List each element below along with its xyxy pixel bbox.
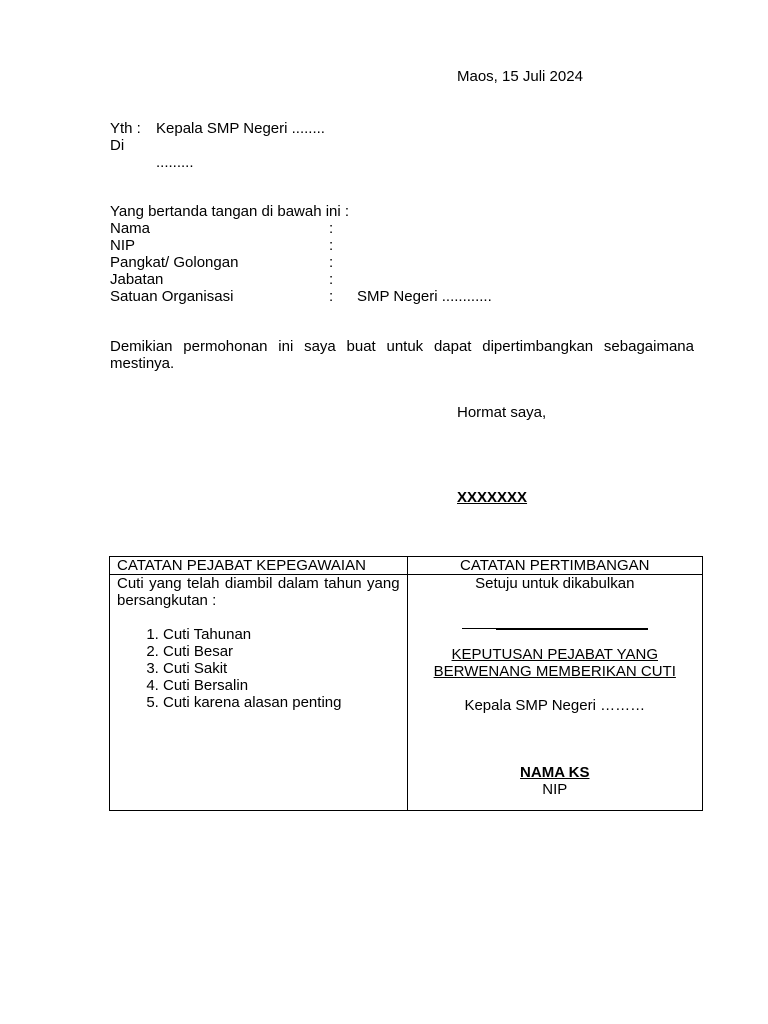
- leave-intro: Cuti yang telah diambil dalam tahun yang bersangkutan :: [117, 575, 400, 609]
- field-row-pangkat: [110, 254, 530, 271]
- field-label: Satuan Organisasi: [110, 288, 234, 305]
- field-colon: :: [329, 254, 334, 271]
- header-consideration-notes: CATATAN PERTIMBANGAN: [407, 557, 702, 575]
- notes-table-body-row: [110, 575, 703, 811]
- signer-name: XXXXXXX: [457, 489, 528, 506]
- personnel-notes-cell: [110, 575, 408, 811]
- notes-table: [109, 556, 703, 811]
- decision-title-line1: KEPUTUSAN PEJABAT YANG: [451, 646, 658, 663]
- recipient-location-label: Di: [110, 137, 125, 154]
- field-row-nama: [110, 220, 530, 237]
- recipient-name: Kepala SMP Negeri ........: [156, 120, 325, 137]
- list-item: 2. Cuti Besar: [163, 643, 400, 660]
- notes-table-header-row: [110, 557, 703, 575]
- official-name: NAMA KS: [520, 764, 590, 781]
- recipient-label: Yth :: [110, 120, 141, 137]
- intro-sentence: Yang bertanda tangan di bawah ini :: [110, 203, 350, 220]
- list-item: 3. Cuti Sakit: [163, 660, 400, 677]
- field-colon: :: [329, 288, 334, 305]
- recipient-location: .........: [156, 154, 194, 171]
- field-value: SMP Negeri ............: [357, 288, 492, 305]
- header-personnel-notes: CATATAN PEJABAT KEPEGAWAIAN: [110, 557, 408, 575]
- field-colon: :: [329, 271, 334, 288]
- signature-line: [462, 628, 648, 629]
- list-item: 5. Cuti karena alasan penting: [163, 694, 400, 711]
- field-colon: :: [329, 220, 334, 237]
- official-nip: NIP: [542, 781, 568, 798]
- list-item: 1. Cuti Tahunan: [163, 626, 400, 643]
- field-colon: :: [329, 237, 334, 254]
- consideration-notes-cell: [407, 575, 702, 811]
- approval-text: Setuju untuk dikabulkan: [475, 575, 635, 592]
- decision-title-line2: BERWENANG MEMBERIKAN CUTI: [433, 663, 676, 680]
- field-label: Jabatan: [110, 271, 164, 288]
- field-label: Pangkat/ Golongan: [110, 254, 239, 271]
- field-row-nip: [110, 237, 530, 254]
- list-item: 4. Cuti Bersalin: [163, 677, 400, 694]
- closing-sentence: Demikian permohonan ini saya buat untuk dapat dipertimbangkan sebagaimana mestinya.: [110, 338, 694, 372]
- field-row-satuan-organisasi: [110, 288, 530, 305]
- field-label: Nama: [110, 220, 151, 237]
- field-row-jabatan: [110, 271, 530, 288]
- leave-type-list: [117, 626, 400, 711]
- regards: Hormat saya,: [457, 404, 547, 421]
- field-label: NIP: [110, 237, 136, 254]
- letter-date: Maos, 15 Juli 2024: [457, 68, 583, 85]
- official-title: Kepala SMP Negeri ………: [464, 697, 646, 714]
